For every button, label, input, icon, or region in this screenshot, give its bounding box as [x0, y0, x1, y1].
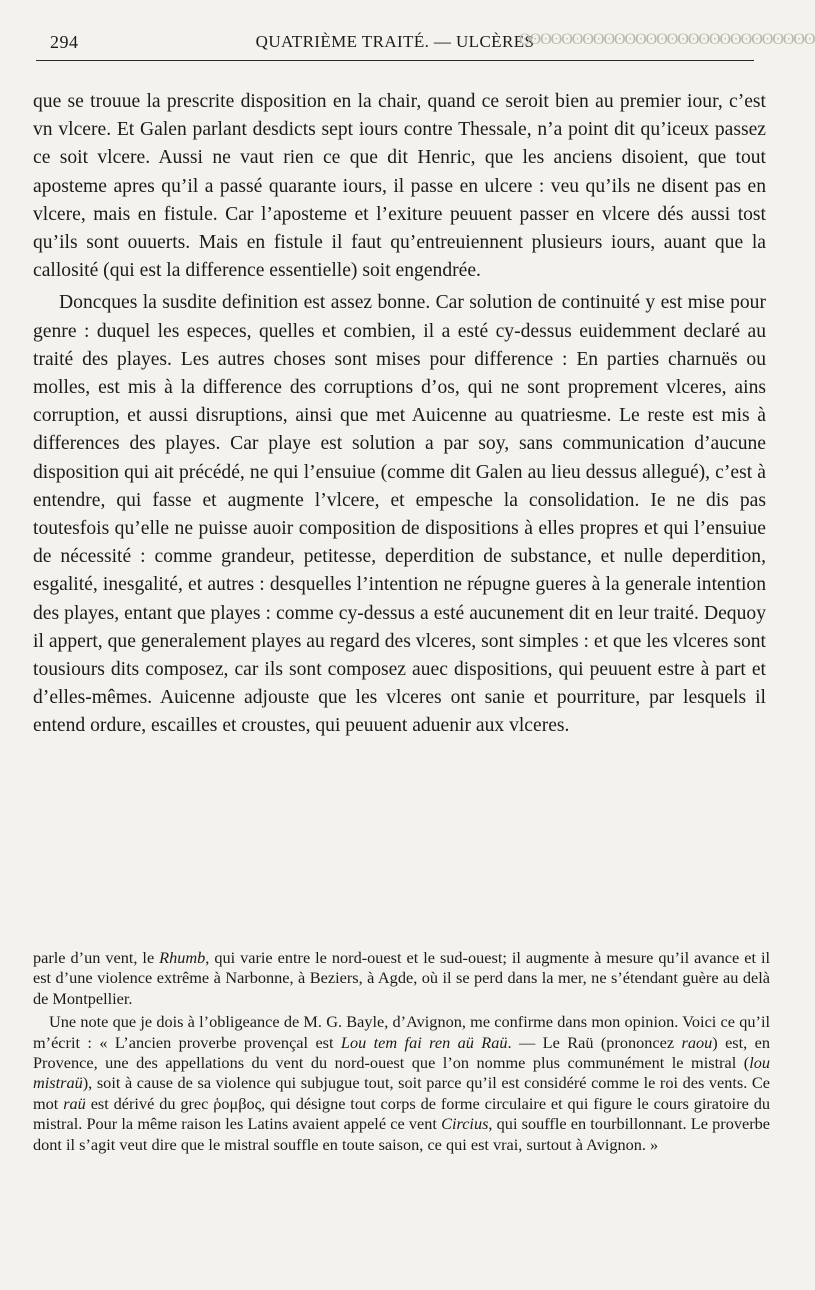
footnote-2-pronunciation: raou — [681, 1032, 713, 1052]
footnote-2-text: Une note que je dois à l’obligeance de M. G. Bayle, d’Avignon, me confirme dans mon opinion. Voici ce qu’il m’écrit : « L’ancien proverbe provençal est — [33, 1012, 770, 1052]
footnote-1-text-rest: , qui varie entre le nord-ouest et le sud-ouest; il augmente à mesure qu’il avance et il est d’une violence extrême à Narbonne, à Beziers, à Agde, où il se perd dans la mer, ne s’étendant guère au delà de Montpellier. — [33, 948, 771, 1008]
running-head: QUATRIÈME TRAITÉ. — ULCÈRES — [255, 32, 535, 51]
footnote-2-mistrau: lou mistraü — [33, 1053, 770, 1093]
paragraph-2: Doncques la susdite definition est assez bonne. Car solution de continuité y est mise pour genre : duquel les especes, quelles et combien, il a esté cy-dessus euidemment declaré au traité des playes. Les autres choses sont mises pour difference : En parties charnuës ou molles, est mis à la difference des corruptions d’os, qui ne sont proprement vlceres, ains corruption, et aussi disruptions, ainsi que met Auicenne au quatriesme. Le reste est mis à differences des playes. Car playe est solution a par soy, sans communication d’aucune disposition qui ait précédé, ne qui l’ensuiue (comme dit Galen au lieu dessus allegué), c’est à entendre, qui fasse et augmente l’vlcere, et empesche la consolidation. Ie ne dis pas toutesfois qu’elle ne puisse auoir composition de dispositions à elles propres et qui l’ensuiue de nécessité : comme grandeur, petitesse, deperdition de substance, et nulle deperdition, esgalité, inesgalité, et autres : desquelles l’intention ne répugne gueres à la generale intention des playes, entant que playes : comme cy-dessus a esté aucunement dit en leur traité. Dequoy il appert, que generalement playes au regard des vlceres, sont simples : et que les vlceres sont tousiours dits composez, car ils sont composez auec dispositions, qui peuuent estre à part et d’elles-mêmes. Auicenne adjouste que les vlceres ont sanie et pourriture, par lesquels il entend ordure, escailles et croustes, qui peuuent aduenir aux vlceres. — [33, 292, 766, 737]
page-header — [36, 30, 815, 61]
footnote-2-text: . — Le Raü (prononcez — [507, 1032, 682, 1052]
footnote-2-text: est dérivé du grec — [85, 1093, 214, 1113]
footnote-2 — [33, 1012, 770, 1155]
footnote-2-greek-word: ῥομβος — [213, 1093, 262, 1113]
footnote-2-text: , qui désigne tout corps de forme circulaire et qui figure le cours giratoire du mistral. Pour la même raison les Latins avaient appelé ce vent — [33, 1093, 770, 1134]
footnote-2-text: ) est, en Provence, une des appellations du vent du nord-ouest que l’on nomme plus communément le mistral ( — [33, 1032, 770, 1073]
footnote-2-rau: raü — [63, 1093, 86, 1113]
footnote-1-rhumb: Rhumb — [159, 948, 206, 967]
ornament-border: ʘʘʘʘʘʘʘʘʘʘʘʘʘʘʘʘʘʘʘʘʘʘʘʘʘʘʘʘ — [519, 31, 815, 48]
footnote-2-circius: Circius — [441, 1114, 489, 1134]
footnote-2-text: ), soit à cause de sa violence qui subjugue tout, soit parce qu’il est considéré comme le roi des vents. Ce mot — [33, 1073, 770, 1113]
footnotes — [33, 948, 770, 1155]
footnote-1 — [33, 948, 770, 1009]
paragraph-1: que se trouue la prescrite disposition en la chair, quand ce seroit bien au premier iour, c’est vn vlcere. Et Galen parlant desdicts sept iours contre Thessale, n’a point dit qu’iceux passez ce soit vlcere. Aussi ne vaut rien ce que dit Henric, que les anciens disoient, que tout aposteme apres qu’il a passé quarante iours, il passe en ulcere : veu qu’ils ne disent pas en vlcere, mais en fistule. Car l’aposteme et l’exiture peuuent passer en vlcere dés aussi tost qu’ils sont ouuerts. Mais en fistule il faut qu’entreuiennent plusieurs iours, auant que la callosité (qui est la difference essentielle) soit engendrée. — [33, 91, 766, 282]
page-number: 294 — [50, 32, 79, 52]
footnote-2-proverb: Lou tem fai ren aü Raü — [340, 1032, 508, 1052]
footnote-2-text: , qui souffle en tourbillonnant. Le proverbe dont il s’agit veut dire que le mistral souffle en toute saison, ce qui est vrai, surtout à Avignon. » — [33, 1114, 770, 1154]
footnote-1-text: parle d’un vent, le — [33, 948, 160, 967]
main-text — [33, 88, 766, 741]
